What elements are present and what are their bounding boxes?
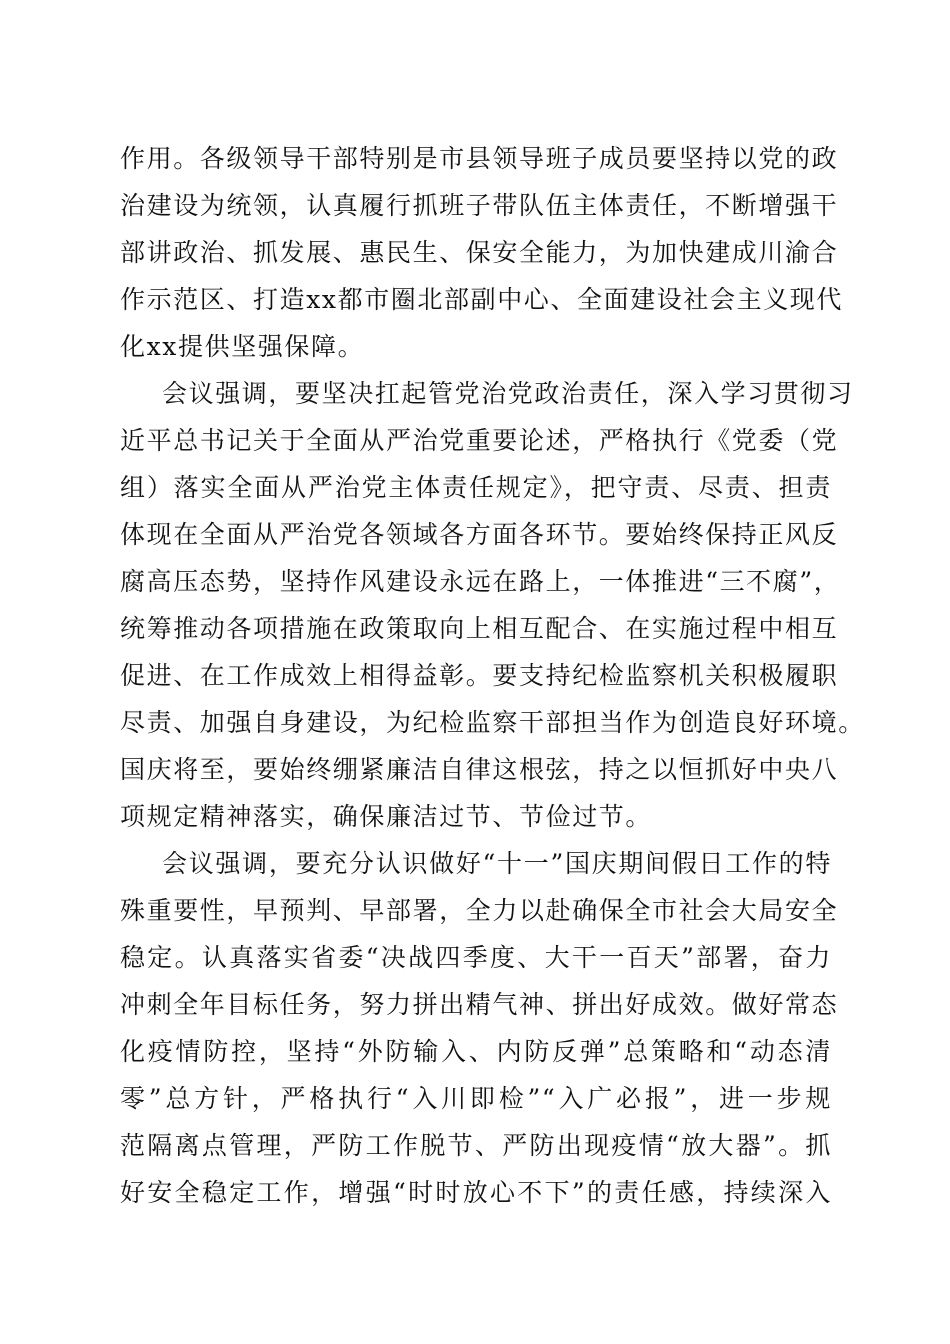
text-line: 作用。各级领导干部特别是市县领导班子成员要坚持以党的政 — [120, 144, 839, 173]
text-line: 部讲政治、抓发展、惠民生、保安全能力，为加快建成川渝合 — [120, 238, 839, 267]
text-line: 国庆将至，要始终绷紧廉洁自律这根弦，持之以恒抓好中央八 — [120, 755, 839, 784]
text-line: 殊重要性，早预判、早部署，全力以赴确保全市社会大局安全 — [120, 896, 839, 925]
text-line: 好安全稳定工作，增强“时时放心不下”的责任感，持续深入 — [120, 1178, 832, 1207]
paragraph-first-line: 会议强调，要坚决扛起管党治党政治责任，深入学习贯彻习 — [162, 379, 854, 408]
text-line: 稳定。认真落实省委“决战四季度、大干一百天”部署，奋力 — [120, 943, 832, 972]
text-line: 化xx提供坚强保障。 — [120, 332, 365, 361]
text-line: 体现在全面从严治党各领域各方面各环节。要始终保持正风反 — [120, 520, 839, 549]
text-line: 统筹推动各项措施在政策取向上相互配合、在实施过程中相互 — [120, 614, 839, 643]
text-line: 化疫情防控，坚持“外防输入、内防反弹”总策略和“动态清 — [120, 1037, 832, 1066]
text-line: 治建设为统领，认真履行抓班子带队伍主体责任，不断增强干 — [120, 191, 839, 220]
text-line: 组）落实全面从严治党主体责任规定》，把守责、尽责、担责 — [120, 473, 832, 502]
text-line: 项规定精神落实，确保廉洁过节、节俭过节。 — [120, 802, 653, 831]
text-line: 范隔离点管理，严防工作脱节、严防出现疫情“放大器”。抓 — [120, 1131, 832, 1160]
text-line: 腐高压态势，坚持作风建设永远在路上，一体推进“三不腐”， — [120, 567, 841, 596]
text-line: 促进、在工作成效上相得益彰。要支持纪检监察机关积极履职 — [120, 661, 839, 690]
text-line: 近平总书记关于全面从严治党重要论述，严格执行《党委（党 — [120, 426, 839, 455]
text-line: 尽责、加强自身建设，为纪检监察干部担当作为创造良好环境。 — [120, 708, 865, 737]
paragraph-first-line: 会议强调，要充分认识做好“十一”国庆期间假日工作的特 — [162, 849, 832, 878]
text-line: 零”总方针，严格执行“入川即检”“入广必报”，进一步规 — [120, 1084, 832, 1113]
text-line: 作示范区、打造xx都市圈北部副中心、全面建设社会主义现代 — [120, 285, 844, 314]
text-line: 冲刺全年目标任务，努力拼出精气神、拼出好成效。做好常态 — [120, 990, 839, 1019]
